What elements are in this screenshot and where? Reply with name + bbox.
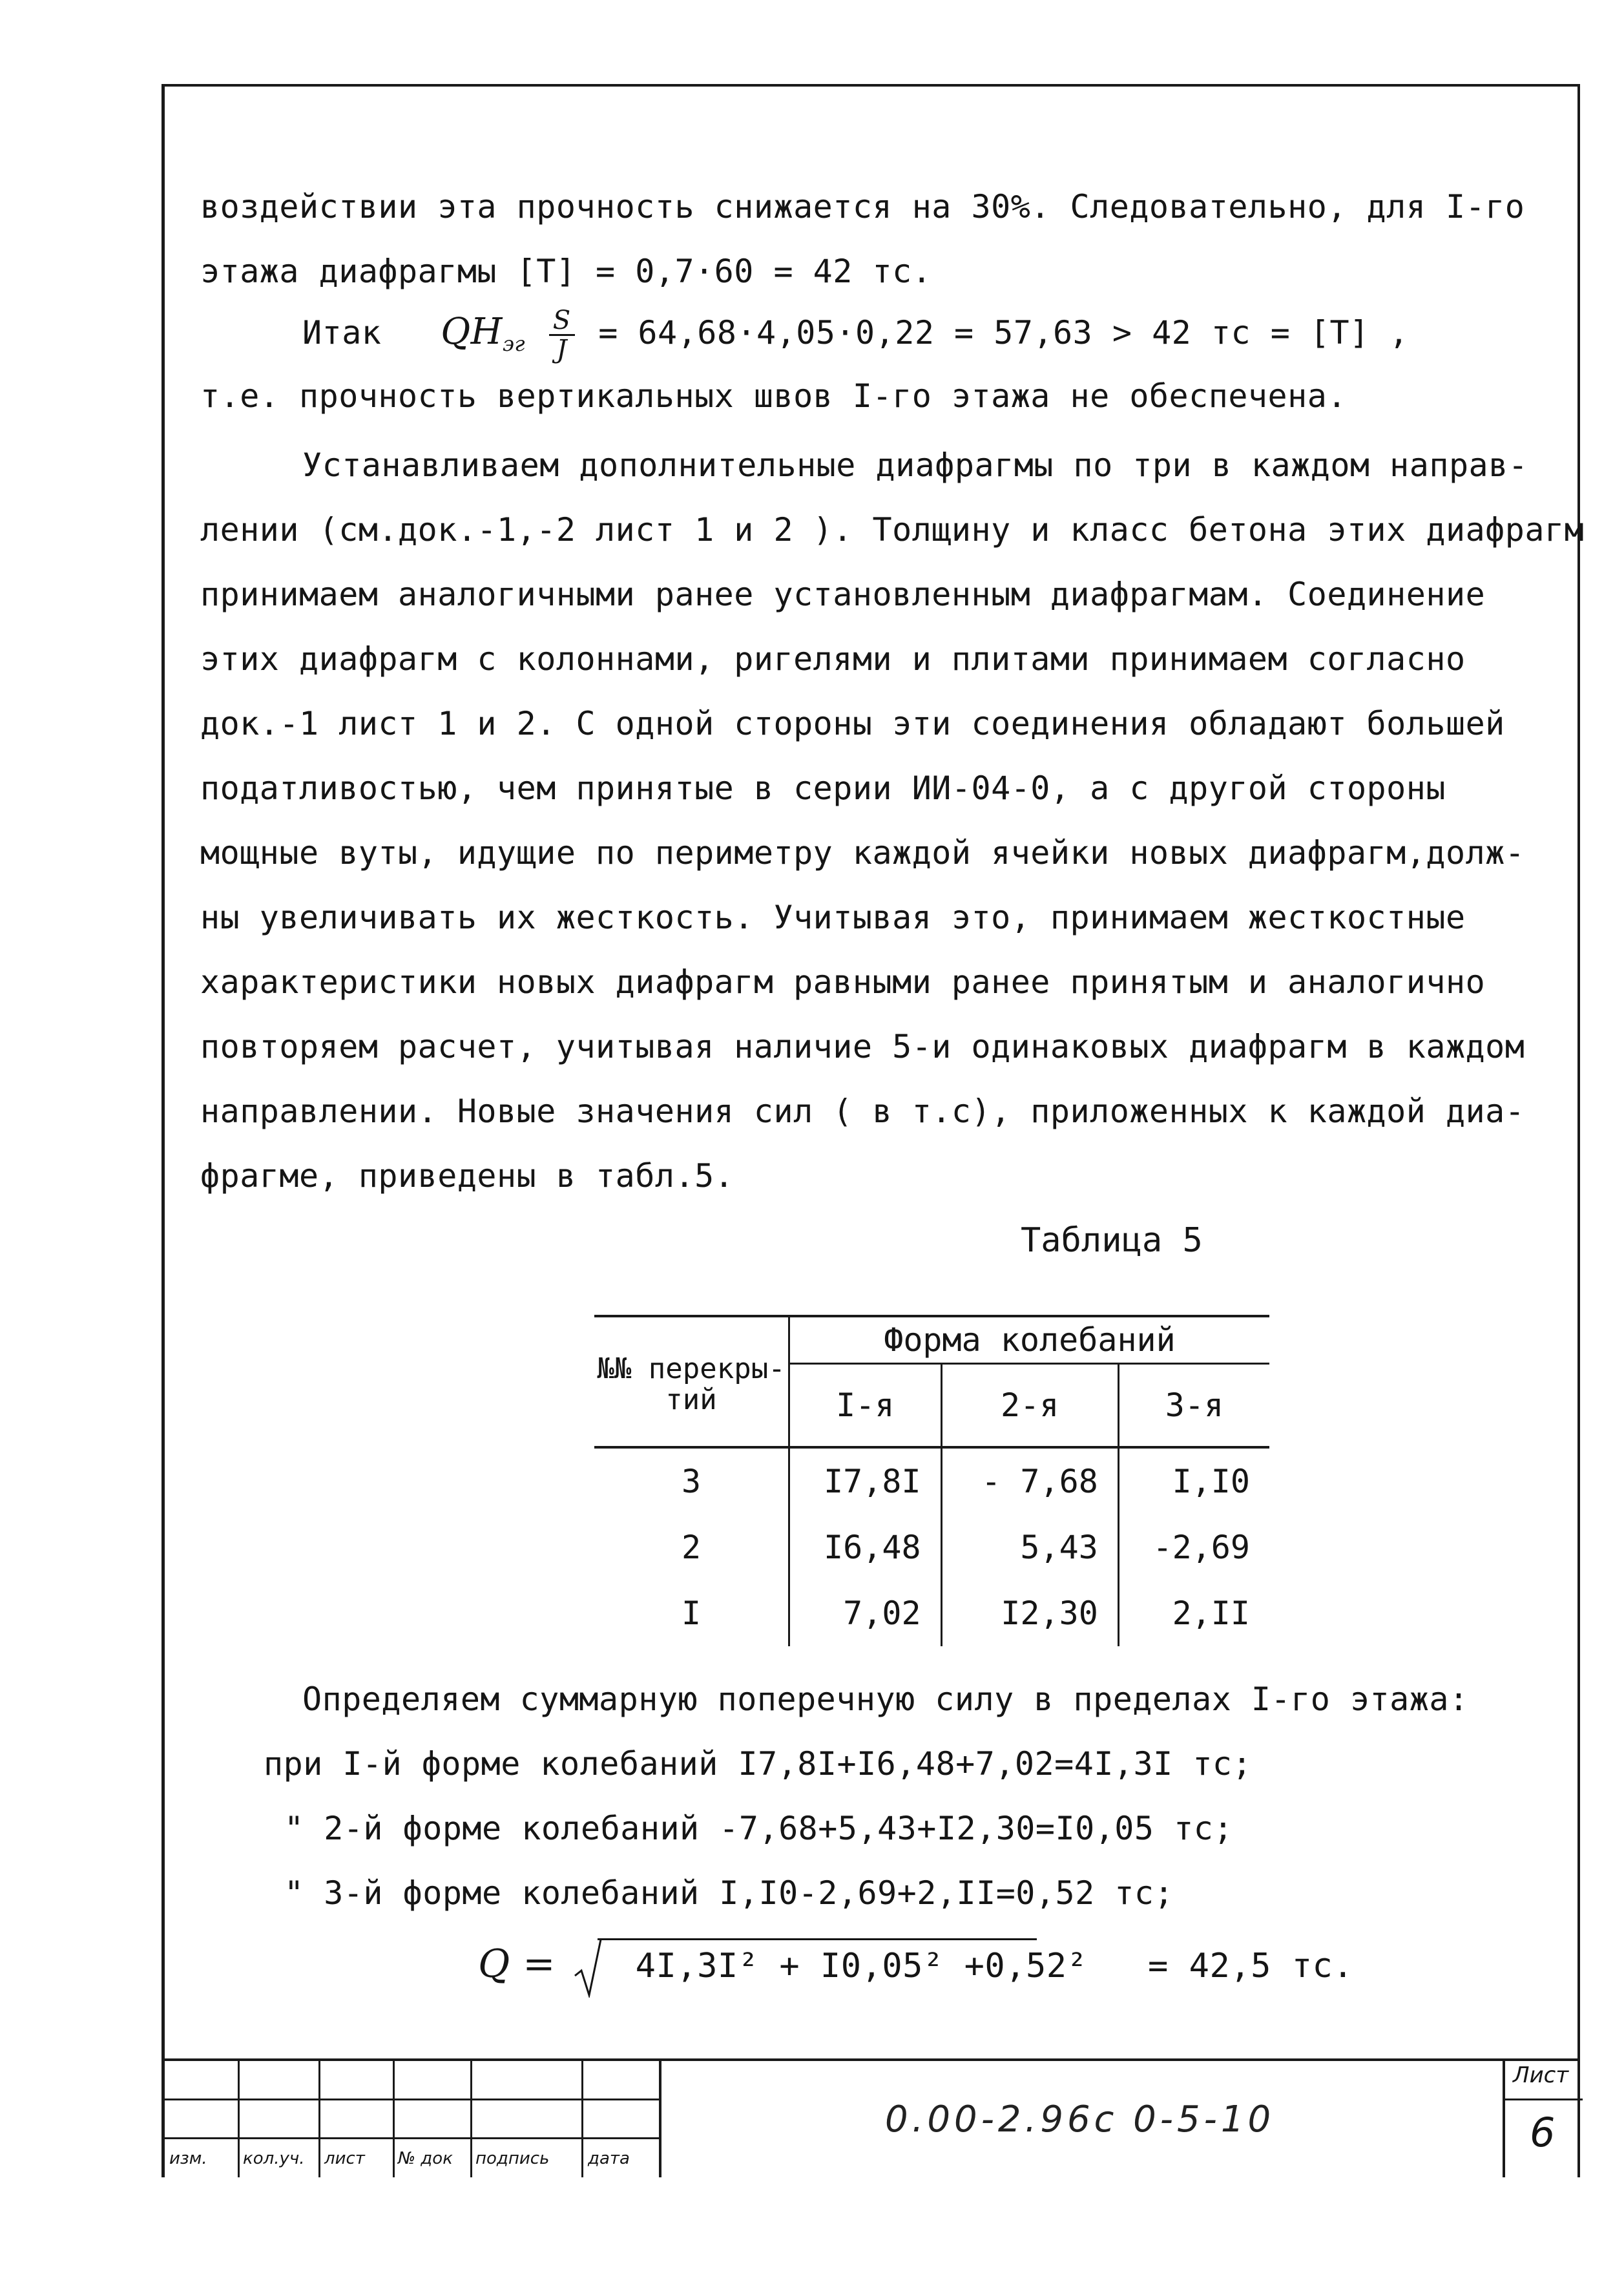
check-formula-expression: = 64,68·4,05·0,22 = 57,63 > 42 тс = [T] , [598, 314, 1409, 351]
text-line-2: этажа диафрагмы [T] = 0,7·60 = 42 тс. [200, 253, 932, 290]
table-row [594, 1447, 1269, 1514]
mode-1-header: I-я [789, 1364, 942, 1448]
floor-cell: I [594, 1580, 789, 1646]
value-cell: I2,30 [941, 1580, 1118, 1646]
column-label-count: кол.уч. [243, 2149, 305, 2168]
sum-mode-3: " 3-й форме колебаний I,I0-2,69+2,II=0,52 тс; [284, 1874, 1174, 1912]
value-cell: 7,02 [789, 1580, 942, 1646]
check-formula [302, 307, 1409, 363]
title-block-divider [659, 2061, 661, 2177]
total-formula [478, 1942, 1354, 1987]
value-cell: I,I0 [1172, 1463, 1250, 1500]
sheet-number-cell [1503, 2061, 1583, 2177]
text-line-7: принимаем аналогичными ранее установленным диафрагмам. Соединение [200, 576, 1486, 613]
fraction-numerator: S [549, 307, 575, 336]
sum-intro: Определяем суммарную поперечную силу в пределах I-го этажа: [302, 1680, 1469, 1718]
floor-column-header: №№ перекры- тий [594, 1316, 789, 1447]
check-formula-symbol: QH [441, 311, 503, 353]
fraction-denominator: J [556, 335, 567, 364]
value-cell: I6,48 [789, 1514, 942, 1580]
mode-2-header: 2-я [941, 1364, 1118, 1448]
column-label-date: дата [588, 2149, 630, 2168]
column-label-sheet: лист [324, 2149, 365, 2168]
value-cell: 2,II [1172, 1595, 1250, 1632]
text-line-12: ны увеличивать их жесткость. Учитывая это, принимаем жесткостные [200, 899, 1466, 936]
total-formula-result: = 42,5 тс. [1148, 1947, 1354, 1985]
column-label-change: изм. [169, 2149, 207, 2168]
title-block [161, 2058, 1580, 2177]
text-line-16: фрагме, приведены в табл.5. [200, 1157, 734, 1195]
text-line-4: т.е. прочность вертикальных швов I-го этажа не обеспечена. [200, 377, 1347, 415]
mode-3-header: 3-я [1118, 1364, 1269, 1448]
column-label-signature: подпись [475, 2149, 550, 2168]
text-line-11: мощные вуты, идущие по периметру каждой ячейки новых диафрагм,долж- [200, 834, 1525, 872]
value-cell: I7,8I [789, 1447, 942, 1514]
text-line-5: Устанавливаем дополнительные диафрагмы по три в каждом направ- [302, 446, 1528, 484]
sum-mode-2: " 2-й форме колебаний -7,68+5,43+I2,30=I0,05 тс; [284, 1810, 1233, 1847]
text-line-10: податливостью, чем принятые в серии ИИ-04-0, а с другой стороны [200, 769, 1446, 807]
sheet-number: 6 [1530, 2109, 1556, 2156]
total-formula-lhs: Q = [478, 1942, 556, 1987]
text-line-8: этих диафрагм с колоннами, ригелями и плитами принимаем согласно [200, 640, 1466, 678]
results-table [594, 1315, 1269, 1646]
sheet-label: Лист [1513, 2062, 1569, 2088]
total-formula-radicand: 4I,3I² + I0,05² +0,52² [635, 1947, 1088, 1985]
text-line-14: повторяем расчет, учитывая наличие 5-и одинаковых диафрагм в каждом [200, 1028, 1525, 1065]
text-line-9: док.-1 лист 1 и 2. С одной стороны эти соединения обладают большей [200, 705, 1505, 742]
text-line-1: воздействии эта прочность снижается на 30%. Следовательно, для I-го [200, 188, 1525, 225]
square-root-bar [598, 1938, 1037, 1940]
text-line-13: характеристики новых диафрагм равными ранее принятым и аналогично [200, 963, 1486, 1001]
text-line-6: лении (см.док.-1,-2 лист 1 и 2 ). Толщину и класс бетона этих диафрагм [200, 511, 1585, 549]
column-label-doc-no: № док [398, 2149, 453, 2168]
check-formula-lead: Итак [302, 314, 382, 351]
text-line-15: направлении. Новые значения сил ( в т.с), приложенных к каждой диа- [200, 1093, 1525, 1130]
value-cell: - 7,68 [941, 1447, 1118, 1514]
table-row [594, 1514, 1269, 1580]
floor-cell: 2 [594, 1514, 789, 1580]
table-title: Таблица 5 [1021, 1221, 1203, 1260]
check-formula-fraction [549, 307, 575, 363]
table-row [594, 1580, 1269, 1646]
document-code: 0.00-2.96с 0-5-10 [885, 2099, 1275, 2141]
check-formula-subscript: эг [502, 331, 526, 356]
floor-cell: 3 [594, 1447, 789, 1514]
vibration-mode-header: Форма колебаний [789, 1316, 1270, 1364]
value-cell: 5,43 [941, 1514, 1118, 1580]
square-root-icon [574, 1938, 602, 1998]
revision-grid [161, 2061, 659, 2177]
value-cell: -2,69 [1152, 1529, 1250, 1566]
sum-mode-1: при I-й форме колебаний I7,8I+I6,48+7,02=4I,3I тс; [264, 1745, 1253, 1783]
